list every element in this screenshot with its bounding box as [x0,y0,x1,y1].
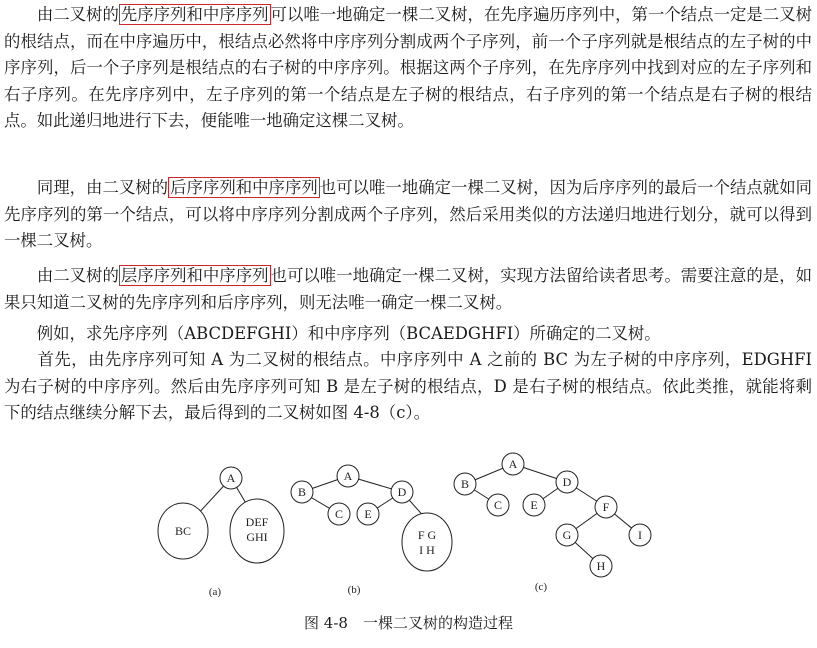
label-c-a: A [508,457,518,471]
node-b-fghi [402,513,452,571]
label-c-c: C [493,498,503,512]
highlight-postorder-inorder: 后序序列和中序序列 [170,178,318,197]
label-c-e: E [530,498,538,512]
label-b-d: D [397,485,407,499]
paragraph-3-post: 也可以唯一地确定一棵二叉树，实现方法留给读者思考。需要注意的是，如果只知道二叉树的先序序列和后序序列，则无法唯一确定一棵二叉树。 [4,266,813,312]
label-c-i: I [638,528,642,542]
label-a-left: BC [174,524,192,538]
label-a-right-1: DEF [245,515,269,529]
paragraph-3-pre: 由二叉树的 [4,266,119,285]
highlight-levelorder-inorder: 层序序列和中序序列 [120,266,269,285]
paragraph-2-post: 也可以唯一地确定一棵二叉树，因为后序序列的最后一个结点就如同先序序列的第一个结点，可以将中序序列分割成两个子序列，然后采用类似的方法递归地进行划分，就可以得到一棵二叉树。 [4,178,813,251]
label-c-caption: (c) [534,581,548,593]
label-b-caption: (b) [347,584,361,596]
paragraph-5 [4,347,812,427]
tree-c [454,453,651,577]
paragraph-2 [4,175,812,255]
label-a-right-2: GHI [246,530,268,544]
label-b-right-1: F G [417,528,437,542]
label-b-a: A [343,469,353,483]
figure-caption: 图 4-8 一棵二叉树的构造过程 [304,614,513,632]
label-c-f: F [602,500,610,514]
paragraph-1-post: 可以唯一地确定一棵二叉树，在先序遍历序列中，第一个结点一定是二叉树的根结点，而在中序遍历中，根结点必然将中序序列分割成两个子序列，前一个子序列就是根结点的左子树的中序序列，后一个子序列是根结点的右子树的中序序列。根据这两个子序列，在先序序列中找到对应的左子序列和右子序列。在先序序列中，左子序列的第一个结点是左子树的根结点，右子序列的第一个结点是右子树的根结点。如此递归地进行下去，便能唯一地确定这棵二叉树。 [4,5,813,131]
label-b-c: C [334,507,344,521]
figure-4-8 [0,440,817,610]
label-a-root: A [226,471,236,485]
paragraph-2-pre: 同理，由二叉树的 [4,178,169,197]
label-c-g: G [562,528,572,542]
label-b-right-2: I H [419,543,435,557]
paragraph-3 [4,263,812,316]
label-b-b: B [297,485,307,499]
label-a-caption: (a) [208,586,222,598]
label-c-h: H [596,559,606,573]
label-c-d: D [562,475,572,489]
paragraph-5-text: 首先，由先序序列可知 A 为二叉树的根结点。中序序列中 A 之前的 BC 为左子树的中序序列，EDGHFI 为右子树的中序序列。然后由先序序列可知 B 是左子树的根结点，D 是右子树的根结点。依此类推，就能将剩下的结点继续分解下去，最后得到的二叉树如图 4-8（c）。 [4,350,812,423]
paragraph-1 [4,2,812,135]
paragraph-4 [4,321,812,348]
paragraph-4-text: 例如，求先序序列（ABCDEFGHI）和中序序列（BCAEDGHFI）所确定的二叉树。 [4,324,661,343]
highlight-preorder-inorder: 先序序列和中序序列 [120,5,269,24]
label-b-e: E [364,507,372,521]
label-c-b: B [460,477,470,491]
paragraph-1-pre: 由二叉树的 [4,5,119,24]
